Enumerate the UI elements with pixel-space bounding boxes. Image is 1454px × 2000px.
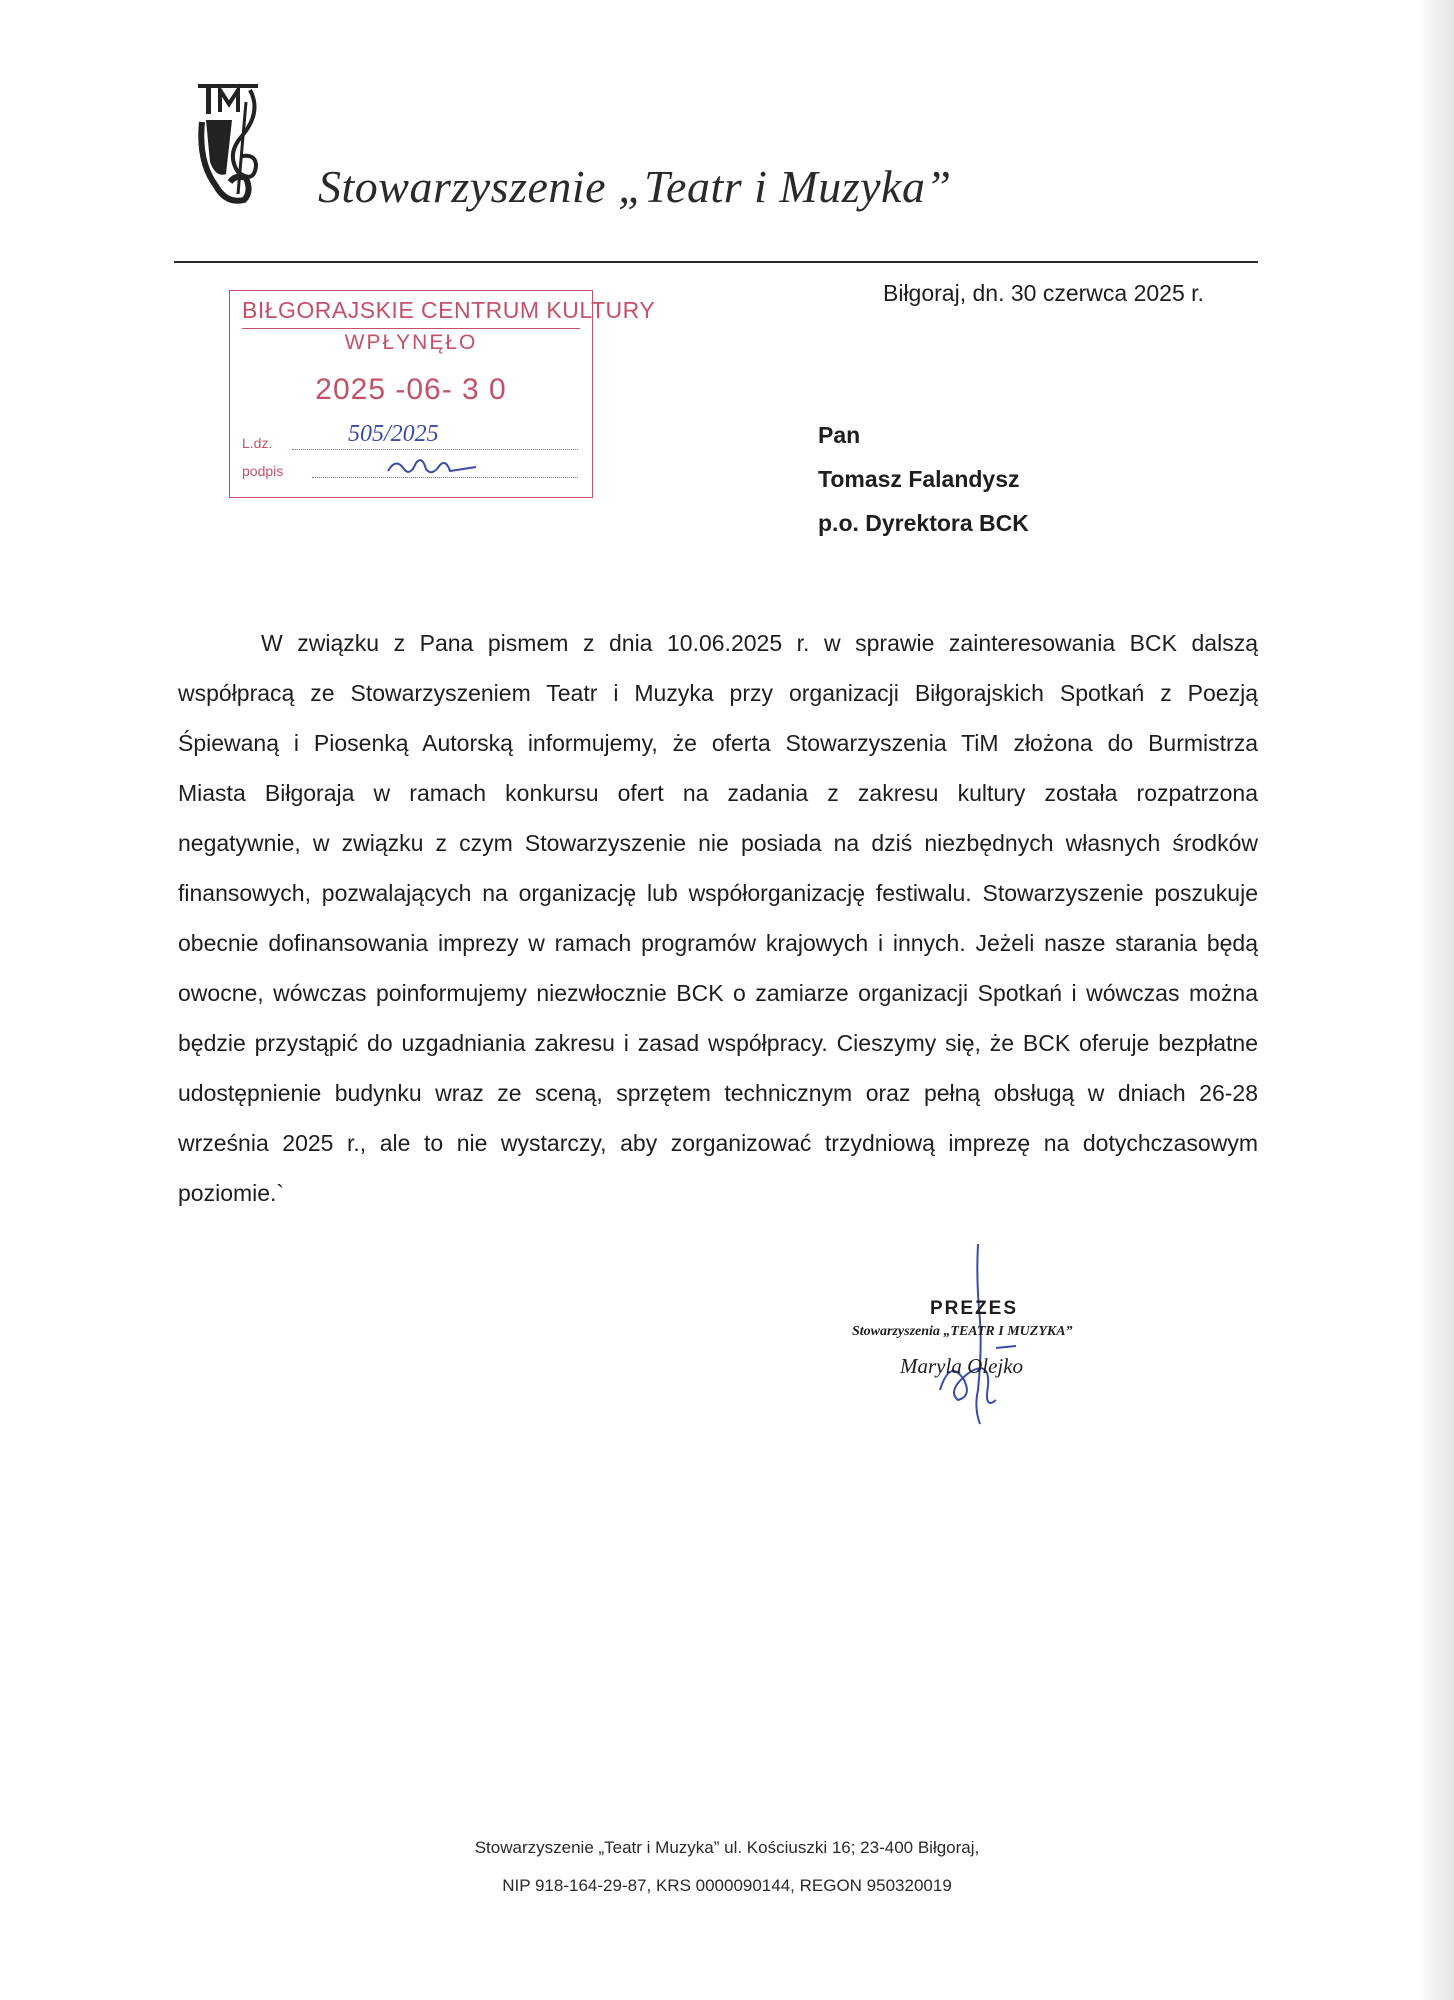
stamp-handwritten-number: 505/2025 [348, 421, 439, 447]
footer-address: Stowarzyszenie „Teatr i Muzyka” ul. Kościuszki 16; 23-400 Biłgoraj, [474, 1838, 980, 1857]
stamp-received-label: WPŁYNĘŁO [344, 331, 478, 354]
body-line: współpracą ze Stowarzyszeniem Teatr i Muzyka przy organizacji Biłgorajskich Spotkań z Poezją [178, 680, 1258, 706]
signatory-name: Maryla Olejko [900, 1354, 1024, 1378]
letter-body [178, 618, 1258, 1218]
stamp-podpis-label: podpis [242, 463, 284, 479]
body-line: finansowych, pozwalających na organizację lub współorganizację festiwalu. Stowarzyszenie poszukuje [178, 880, 1258, 906]
signature-block [840, 1240, 1120, 1440]
footer-registry: NIP 918-164-29-87, KRS 0000090144, REGON 950320019 [502, 1876, 952, 1895]
tim-logo [196, 82, 266, 212]
body-line: poziomie.` [178, 1180, 285, 1206]
body-line: Śpiewaną i Piosenką Autorską informujemy, że oferta Stowarzyszenia TiM złożona do Burmistrza [178, 730, 1258, 756]
recipient-position: p.o. Dyrektora BCK [818, 510, 1029, 536]
stamp-initials-signature [380, 451, 480, 481]
body-line: obecnie dofinansowania imprezy w ramach programów krajowych i innych. Jeżeli nasze starania będą [178, 930, 1258, 956]
recipient-salutation: Pan [818, 422, 861, 448]
recipient-block [818, 413, 1029, 545]
body-line: udostępnienie budynku wraz ze sceną, sprzętem technicznym oraz pełną obsługą w dniach 26-28 [178, 1080, 1258, 1106]
handwritten-signature [840, 1240, 1120, 1440]
stamp-ldz-line [292, 449, 578, 450]
place-and-date: Biłgoraj, dn. 30 czerwca 2025 r. [883, 280, 1204, 306]
recipient-name: Tomasz Falandysz [818, 466, 1020, 492]
body-line: Miasta Biłgoraja w ramach konkursu ofert na zadania z zakresu kultury została rozpatrzona [178, 780, 1258, 806]
organization-name: Stowarzyszenie „Teatr i Muzyka” [318, 161, 952, 212]
body-line: W związku z Pana pismem z dnia 10.06.2025 r. w sprawie zainteresowania BCK dalszą [261, 630, 1258, 656]
scan-edge [1418, 0, 1454, 2000]
body-line: negatywnie, w związku z czym Stowarzyszenie nie posiada na dziś niezbędnych własnych środków [178, 830, 1258, 856]
stamp-ldz-label: L.dz. [242, 435, 273, 451]
body-line: września 2025 r., ale to nie wystarczy, aby zorganizować trzydniową imprezę na dotychczasowym [178, 1130, 1258, 1156]
signatory-title: PREZES [930, 1298, 1019, 1319]
stamp-organization: BIŁGORAJSKIE CENTRUM KULTURY [242, 297, 580, 329]
body-line: będzie przystąpić do uzgadniania zakresu i zasad współpracy. Cieszymy się, że BCK oferuje bezpłatne [178, 1030, 1258, 1056]
stamp-date: 2025 -06- 3 0 [315, 373, 507, 406]
body-line: owocne, wówczas poinformujemy niezwłocznie BCK o zamiarze organizacji Spotkań i wówczas można [178, 980, 1258, 1006]
header-divider [174, 261, 1258, 263]
signatory-organization: Stowarzyszenia „TEATR I MUZYKA” [852, 1324, 1073, 1339]
received-stamp [229, 290, 656, 498]
